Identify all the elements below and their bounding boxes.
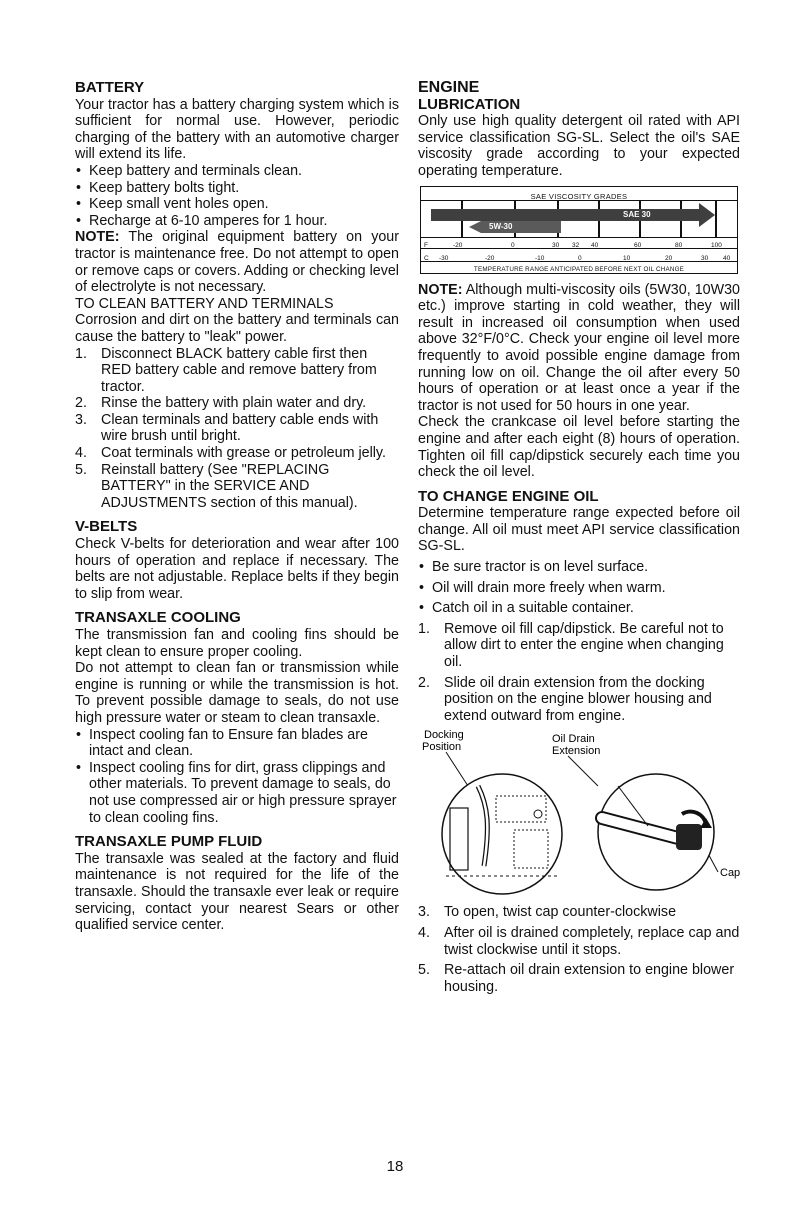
clean-battery-heading: TO CLEAN BATTERY AND TERMINALS xyxy=(75,295,334,312)
clean-step: 2. Rinse the battery with plain water and dry. xyxy=(75,395,367,412)
vbelts-text: Check V-belts for deterioration and wear after 100 hours of operation and replace if necessary. The belts are not adjustable. Replace belts if they begin to slip from wear. xyxy=(75,536,399,602)
sae-chart-title: SAE VISCOSITY GRADES xyxy=(530,191,628,201)
battery-bullet: • Keep battery bolts tight. xyxy=(75,180,399,197)
oil-drain-diagram xyxy=(418,726,740,898)
clean-battery-intro: Corrosion and dirt on the battery and terminals can cause the battery to "leak" power. xyxy=(75,312,399,345)
lubrication-text: Only use high quality detergent oil rated with API service classification SG-SL. Select the oil's SAE viscosity grade according to your expected operating temperature. xyxy=(418,113,740,179)
battery-note-label: NOTE: xyxy=(75,229,120,246)
change-oil-step: 2. Slide oil drain extension from the docking position on the engine blower housing and extend outward from engine. xyxy=(418,674,712,724)
sae-chart-footer: TEMPERATURE RANGE ANTICIPATED BEFORE NEXT OIL CHANGE xyxy=(473,265,685,273)
change-oil-bullet: • Catch oil in a suitable container. xyxy=(418,600,740,617)
cooling-bullet: • Inspect cooling fins for dirt, grass clippings and other materials. To prevent damage to seals, do not use compressed air or high pressure sprayer to clean cooling fins. xyxy=(75,760,399,826)
clean-step: 3. Clean terminals and battery cable ends with wire brush until bright. xyxy=(75,411,379,445)
change-oil-step: 4. After oil is drained completely, replace cap and twist clockwise until it stops. xyxy=(418,925,740,958)
right-column xyxy=(418,80,740,995)
sae-chart-grid xyxy=(421,200,737,238)
change-oil-heading: TO CHANGE ENGINE OIL xyxy=(418,487,599,505)
pump-fluid-heading: TRANSAXLE PUMP FLUID xyxy=(75,833,263,851)
check-oil-text: Check the crankcase oil level before starting the engine and after each eight (8) hours of operation. Tighten oil fill cap/dipstick securely each time you check the oil level. xyxy=(418,414,740,481)
oil-drain-extension-detail xyxy=(598,774,714,890)
engine-heading: ENGINE xyxy=(418,79,480,96)
oil-note-text: Although multi-viscosity oils (5W30, 10W30 etc.) improve starting in cold weather, they will result in increased oil consumption when used above 32°F/0°C. Check your engine oil level more frequently to avoid possible engine damage from running low on oil. Change the oil after every 50 hours of operation or at least once a year if the tractor is not used for 50 hours in one year. xyxy=(418,281,740,414)
fahrenheit-scale: F -20 0 30 32 40 60 80 100 xyxy=(421,236,737,249)
change-oil-intro: Determine temperature range expected before oil change. All oil must meet API service classification SG-SL. xyxy=(418,505,740,555)
extension-label: Extension xyxy=(552,745,601,758)
sae30-label: SAE 30 xyxy=(609,209,699,221)
battery-note-text: The original equipment battery on your tractor is maintenance free. Do not attempt to open or remove caps or covers. Adding or checking level of electrolyte is not necessary. xyxy=(75,229,399,296)
clean-step: 5. Reinstall battery (See "REPLACING BATTERY" in the SERVICE AND ADJUSTMENTS section of this manual). xyxy=(75,461,358,511)
sae-viscosity-chart xyxy=(420,186,738,274)
change-oil-step: 3. To open, twist cap counter-clockwise xyxy=(418,904,677,921)
oil-drain-label: Oil Drain xyxy=(552,733,595,746)
transaxle-cooling-text-2: Do not attempt to clean fan or transmission while engine is running or while the transmission is hot. To prevent possible damage to seals, do not use high pressure water or steam to clean transaxle. xyxy=(75,660,399,726)
battery-bullet: • Keep battery and terminals clean. xyxy=(75,163,399,180)
battery-bullet: • Recharge at 6-10 amperes for 1 hour. xyxy=(75,213,399,230)
change-oil-bullet: • Be sure tractor is on level surface. xyxy=(418,559,740,576)
left-column xyxy=(75,80,399,934)
celsius-scale: C -30 -20 -10 0 10 20 30 40 xyxy=(421,249,737,262)
oil-note xyxy=(418,282,740,415)
change-oil-step: 5. Re-attach oil drain extension to engine blower housing. xyxy=(418,962,735,995)
lubrication-heading: LUBRICATION xyxy=(418,95,521,113)
oil-note-label: NOTE: xyxy=(418,281,463,298)
sw30-bar: 5W-30 xyxy=(481,221,561,233)
sae30-arrowhead xyxy=(699,203,715,227)
clean-step: 4. Coat terminals with grease or petroleum jelly. xyxy=(75,445,386,462)
sw30-arrowhead xyxy=(469,221,481,233)
docking-position-detail xyxy=(442,774,562,894)
page-number: 18 xyxy=(386,1158,404,1175)
transaxle-cooling-heading: TRANSAXLE COOLING xyxy=(75,609,241,627)
sae30-bar xyxy=(431,209,609,221)
battery-heading: BATTERY xyxy=(75,79,145,96)
change-oil-step: 1. Remove oil fill cap/dipstick. Be careful not to allow dirt to enter the engine when changing oil. xyxy=(418,620,724,671)
battery-intro: Your tractor has a battery charging system which is sufficient for normal use. However, periodic charging of the battery with an automotive charger will extend its life. xyxy=(75,96,399,163)
battery-note xyxy=(75,229,399,295)
battery-bullet: • Keep small vent holes open. xyxy=(75,196,399,213)
vbelts-heading: V-BELTS xyxy=(75,518,138,536)
cooling-bullet: • Inspect cooling fan to Ensure fan blades are intact and clean. xyxy=(75,727,399,760)
cap-label: Cap xyxy=(720,867,740,880)
position-label: Position xyxy=(422,741,462,754)
pump-fluid-text: The transaxle was sealed at the factory and fluid maintenance is not required for the life of the transaxle. Should the transaxle ever leak or require servicing, contact your nearest Sears or other qualified service center. xyxy=(75,850,399,934)
docking-label: Docking xyxy=(424,729,464,742)
drain-cap-icon xyxy=(676,824,702,850)
transaxle-cooling-text-1: The transmission fan and cooling fins should be kept clean to ensure proper cooling. xyxy=(75,627,399,660)
clean-step: 1. Disconnect BLACK battery cable first then RED battery cable and remove battery from tractor. xyxy=(75,345,377,395)
change-oil-bullet: • Oil will drain more freely when warm. xyxy=(418,580,740,597)
